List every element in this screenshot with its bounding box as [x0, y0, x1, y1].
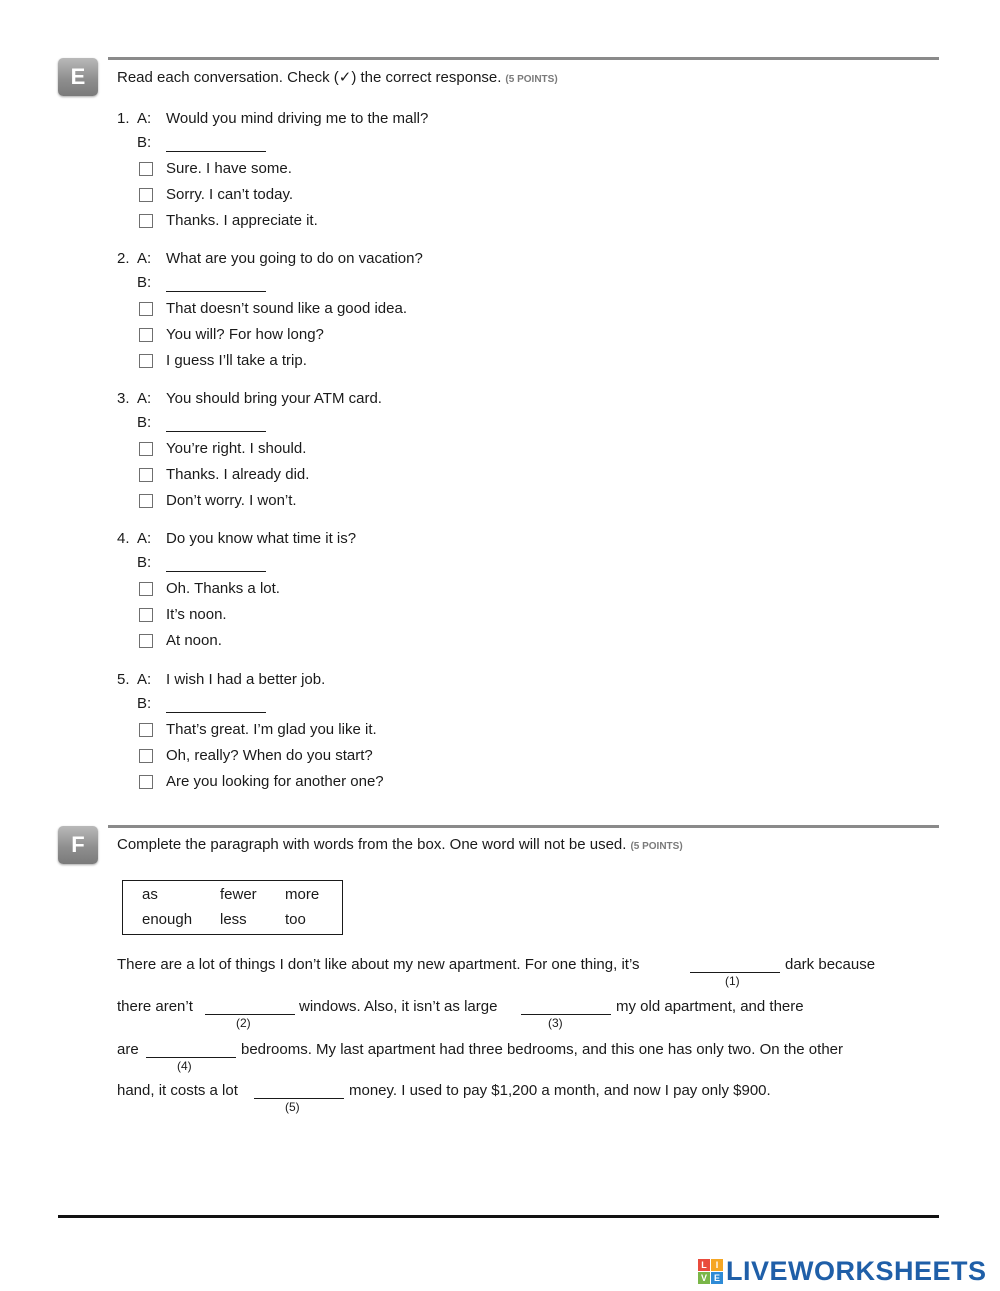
- option-checkbox[interactable]: [139, 749, 153, 763]
- paragraph-text: money. I used to pay $1,200 a month, and now I pay only $900.: [349, 1082, 771, 1099]
- option-label: It’s noon.: [166, 606, 227, 623]
- option-label: You will? For how long?: [166, 326, 324, 343]
- instruction-text: Complete the paragraph with words from the box. One word will not be used.: [117, 836, 627, 853]
- option-label: Oh, really? When do you start?: [166, 747, 373, 764]
- paragraph-text: there aren’t: [117, 998, 193, 1015]
- logo-tile: L: [698, 1259, 710, 1271]
- word-box-item: less: [220, 911, 247, 928]
- response-blank: [166, 291, 266, 292]
- speaker-a-label: A:: [137, 110, 152, 127]
- blank-number: (5): [285, 1100, 300, 1114]
- section-e-instruction: [117, 68, 558, 86]
- option-checkbox[interactable]: [139, 354, 153, 368]
- blank-2[interactable]: [205, 1014, 295, 1015]
- paragraph-text: dark because: [785, 956, 876, 973]
- paragraph-text: bedrooms. My last apartment had three bedrooms, and this one has only two. On the other: [241, 1041, 843, 1058]
- blank-number: (1): [725, 974, 740, 988]
- question-number: 4.: [117, 530, 130, 547]
- blank-number: (4): [177, 1059, 192, 1073]
- option-label: Sure. I have some.: [166, 160, 292, 177]
- option-label: Don’t worry. I won’t.: [166, 492, 297, 509]
- option-checkbox[interactable]: [139, 494, 153, 508]
- paragraph-text: There are a lot of things I don’t like about my new apartment. For one thing, it’s: [117, 956, 640, 973]
- option-checkbox[interactable]: [139, 582, 153, 596]
- logo-tile: I: [711, 1259, 723, 1271]
- option-checkbox[interactable]: [139, 608, 153, 622]
- speaker-a-label: A:: [137, 530, 152, 547]
- points-label: (5 POINTS): [505, 74, 558, 85]
- speaker-b-label: B:: [137, 414, 152, 431]
- speaker-b-label: B:: [137, 274, 152, 291]
- paragraph-text: hand, it costs a lot: [117, 1082, 238, 1099]
- option-label: Thanks. I already did.: [166, 466, 310, 483]
- speaker-a-label: A:: [137, 250, 152, 267]
- speaker-b-label: B:: [137, 695, 152, 712]
- paragraph-text: my old apartment, and there: [616, 998, 804, 1015]
- logo-tile: V: [698, 1272, 710, 1284]
- question-prompt: I wish I had a better job.: [166, 671, 326, 688]
- word-box-item: fewer: [220, 886, 257, 903]
- blank-3[interactable]: [521, 1014, 611, 1015]
- blank-1[interactable]: [690, 972, 780, 973]
- section-f-badge: F: [58, 826, 98, 864]
- option-label: That’s great. I’m glad you like it.: [166, 721, 377, 738]
- option-label: Thanks. I appreciate it.: [166, 212, 318, 229]
- logo-tile: E: [711, 1272, 723, 1284]
- section-f-instruction: [117, 836, 683, 853]
- question-prompt: Do you know what time it is?: [166, 530, 357, 547]
- blank-4[interactable]: [146, 1057, 236, 1058]
- word-box-item: as: [142, 886, 158, 903]
- response-blank: [166, 712, 266, 713]
- word-box-item: enough: [142, 911, 193, 928]
- points-label: (5 POINTS): [630, 841, 683, 852]
- option-label: Sorry. I can’t today.: [166, 186, 293, 203]
- blank-number: (2): [236, 1016, 251, 1030]
- word-box-item: too: [285, 911, 306, 928]
- blank-number: (3): [548, 1016, 563, 1030]
- option-label: That doesn’t sound like a good idea.: [166, 300, 408, 317]
- option-checkbox[interactable]: [139, 302, 153, 316]
- logo-text: LIVEWORKSHEETS: [726, 1256, 987, 1286]
- section-e-badge: E: [58, 58, 98, 96]
- speaker-b-label: B:: [137, 554, 152, 571]
- option-label: You’re right. I should.: [166, 440, 307, 457]
- section-f-rule: [108, 825, 939, 828]
- section-e-rule: [108, 57, 939, 60]
- speaker-b-label: B:: [137, 134, 152, 151]
- question-prompt: What are you going to do on vacation?: [166, 250, 423, 267]
- option-checkbox[interactable]: [139, 162, 153, 176]
- question-number: 2.: [117, 250, 130, 267]
- question-number: 5.: [117, 671, 130, 688]
- word-box: [122, 880, 343, 935]
- response-blank: [166, 571, 266, 572]
- word-box-item: more: [285, 886, 320, 903]
- response-blank: [166, 151, 266, 152]
- question-number: 3.: [117, 390, 130, 407]
- option-label: At noon.: [166, 632, 222, 649]
- option-checkbox[interactable]: [139, 442, 153, 456]
- logo-tiles-icon: [698, 1259, 723, 1284]
- response-blank: [166, 431, 266, 432]
- option-label: I guess I’ll take a trip.: [166, 352, 307, 369]
- option-checkbox[interactable]: [139, 723, 153, 737]
- liveworksheets-logo: [698, 1256, 987, 1287]
- question-prompt: Would you mind driving me to the mall?: [166, 110, 429, 127]
- option-checkbox[interactable]: [139, 468, 153, 482]
- instruction-text: Read each conversation. Check (✓) the correct response.: [117, 69, 502, 86]
- option-label: Are you looking for another one?: [166, 773, 384, 790]
- option-checkbox[interactable]: [139, 328, 153, 342]
- option-checkbox[interactable]: [139, 634, 153, 648]
- speaker-a-label: A:: [137, 671, 152, 688]
- footer-rule: [58, 1215, 939, 1218]
- speaker-a-label: A:: [137, 390, 152, 407]
- question-prompt: You should bring your ATM card.: [166, 390, 382, 407]
- option-checkbox[interactable]: [139, 214, 153, 228]
- option-label: Oh. Thanks a lot.: [166, 580, 280, 597]
- paragraph-text: are: [117, 1041, 139, 1058]
- option-checkbox[interactable]: [139, 188, 153, 202]
- blank-5[interactable]: [254, 1098, 344, 1099]
- option-checkbox[interactable]: [139, 775, 153, 789]
- paragraph-text: windows. Also, it isn’t as large: [299, 998, 498, 1015]
- question-number: 1.: [117, 110, 130, 127]
